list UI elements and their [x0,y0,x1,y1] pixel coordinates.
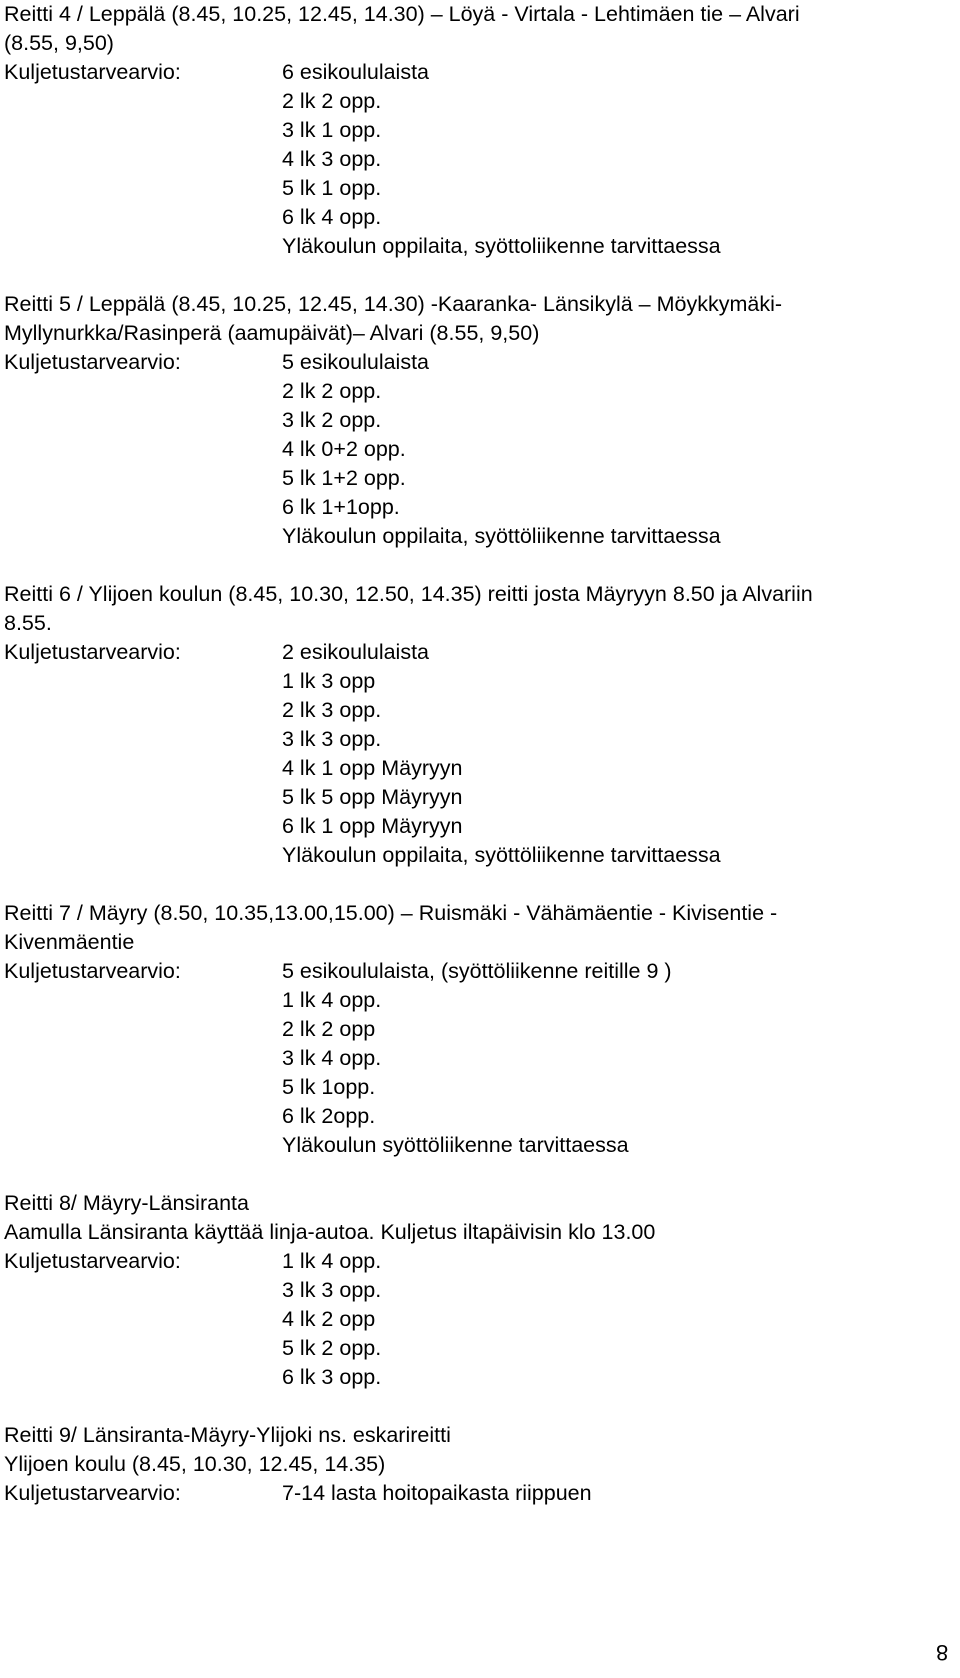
route-heading-cont: (8.55, 9,50) [4,31,114,55]
estimate-item: 6 lk 4 opp. [282,205,382,229]
estimate-item: Yläkoulun oppilaita, syöttoliikenne tarvittaessa [282,234,721,258]
estimate-first: 7-14 lasta hoitopaikasta riippuen [282,1481,592,1505]
estimate-item: 1 lk 3 opp [282,669,376,693]
estimate-item: 3 lk 3 opp. [282,1278,382,1302]
route-5 [4,290,954,551]
estimate-item: Yläkoulun oppilaita, syöttöliikenne tarvittaessa [282,524,721,548]
route-4 [4,0,954,261]
estimate-label: Kuljetustarvearvio: [4,640,181,664]
route-heading: Reitti 9/ Länsiranta-Mäyry-Ylijoki ns. eskarireitti [4,1423,451,1447]
estimate-item: 2 lk 2 opp [282,1017,376,1041]
route-heading: Reitti 6 / Ylijoen koulun (8.45, 10.30, 12.50, 14.35) reitti josta Mäyryyn 8.50 ja Alvariin [4,582,813,606]
estimate-row [4,58,954,87]
estimate-item: 4 lk 0+2 opp. [282,437,406,461]
estimate-first: 5 esikoululaista [282,350,430,374]
route-6 [4,580,954,870]
estimate-item: 2 lk 3 opp. [282,698,382,722]
estimate-item: 5 lk 5 opp Mäyryyn [282,785,463,809]
estimate-item: 5 lk 1opp. [282,1075,376,1099]
estimate-label: Kuljetustarvearvio: [4,959,181,983]
estimate-item: 6 lk 2opp. [282,1104,376,1128]
estimate-row [4,348,954,377]
estimate-item: 5 lk 2 opp. [282,1336,382,1360]
estimate-item: 5 lk 1 opp. [282,176,382,200]
estimate-first: 5 esikoululaista, (syöttöliikenne reitille 9 ) [282,959,672,983]
estimate-item: 4 lk 3 opp. [282,147,382,171]
estimate-label: Kuljetustarvearvio: [4,1249,181,1273]
route-heading-cont: 8.55. [4,611,52,635]
estimate-item: Yläkoulun syöttöliikenne tarvittaessa [282,1133,629,1157]
estimate-item: 3 lk 2 opp. [282,408,382,432]
page-number: 8 [936,1640,949,1665]
route-heading: Reitti 4 / Leppälä (8.45, 10.25, 12.45, 14.30) – Löyä - Virtala - Lehtimäen tie – Alvari [4,2,800,26]
estimate-first: 1 lk 4 opp. [282,1249,382,1273]
estimate-item: 4 lk 1 opp Mäyryyn [282,756,463,780]
estimate-item: 5 lk 1+2 opp. [282,466,406,490]
estimate-item: Yläkoulun oppilaita, syöttöliikenne tarvittaessa [282,843,721,867]
estimate-item: 3 lk 3 opp. [282,727,382,751]
estimate-label: Kuljetustarvearvio: [4,1481,181,1505]
route-9 [4,1421,954,1508]
estimate-row [4,638,954,667]
estimate-item: 3 lk 4 opp. [282,1046,382,1070]
estimate-row [4,1247,954,1276]
route-heading-cont: Kivenmäentie [4,930,135,954]
route-heading-cont: Ylijoen koulu (8.45, 10.30, 12.45, 14.35) [4,1452,386,1476]
estimate-item: 2 lk 2 opp. [282,89,382,113]
estimate-item: 2 lk 2 opp. [282,379,382,403]
route-8 [4,1189,954,1392]
route-heading-cont: Myllynurkka/Rasinperä (aamupäivät)– Alvari (8.55, 9,50) [4,321,540,345]
route-heading: Reitti 7 / Mäyry (8.50, 10.35,13.00,15.00) – Ruismäki - Vähämäentie - Kivisentie - [4,901,778,925]
estimate-item: 6 lk 3 opp. [282,1365,382,1389]
document-page [4,0,954,1537]
estimate-item: 4 lk 2 opp [282,1307,376,1331]
estimate-row [4,957,954,986]
estimate-item: 6 lk 1+1opp. [282,495,400,519]
route-heading: Reitti 8/ Mäyry-Länsiranta [4,1191,249,1215]
estimate-first: 6 esikoululaista [282,60,430,84]
estimate-item: 6 lk 1 opp Mäyryyn [282,814,463,838]
estimate-label: Kuljetustarvearvio: [4,60,181,84]
estimate-row [4,1479,954,1508]
route-heading: Reitti 5 / Leppälä (8.45, 10.25, 12.45, 14.30) -Kaaranka- Länsikylä – Möykkymäki- [4,292,782,316]
estimate-item: 1 lk 4 opp. [282,988,382,1012]
estimate-label: Kuljetustarvearvio: [4,350,181,374]
route-7 [4,899,954,1160]
estimate-item: 3 lk 1 opp. [282,118,382,142]
estimate-first: 2 esikoululaista [282,640,430,664]
route-heading-cont: Aamulla Länsiranta käyttää linja-autoa. Kuljetus iltapäivisin klo 13.00 [4,1220,656,1244]
